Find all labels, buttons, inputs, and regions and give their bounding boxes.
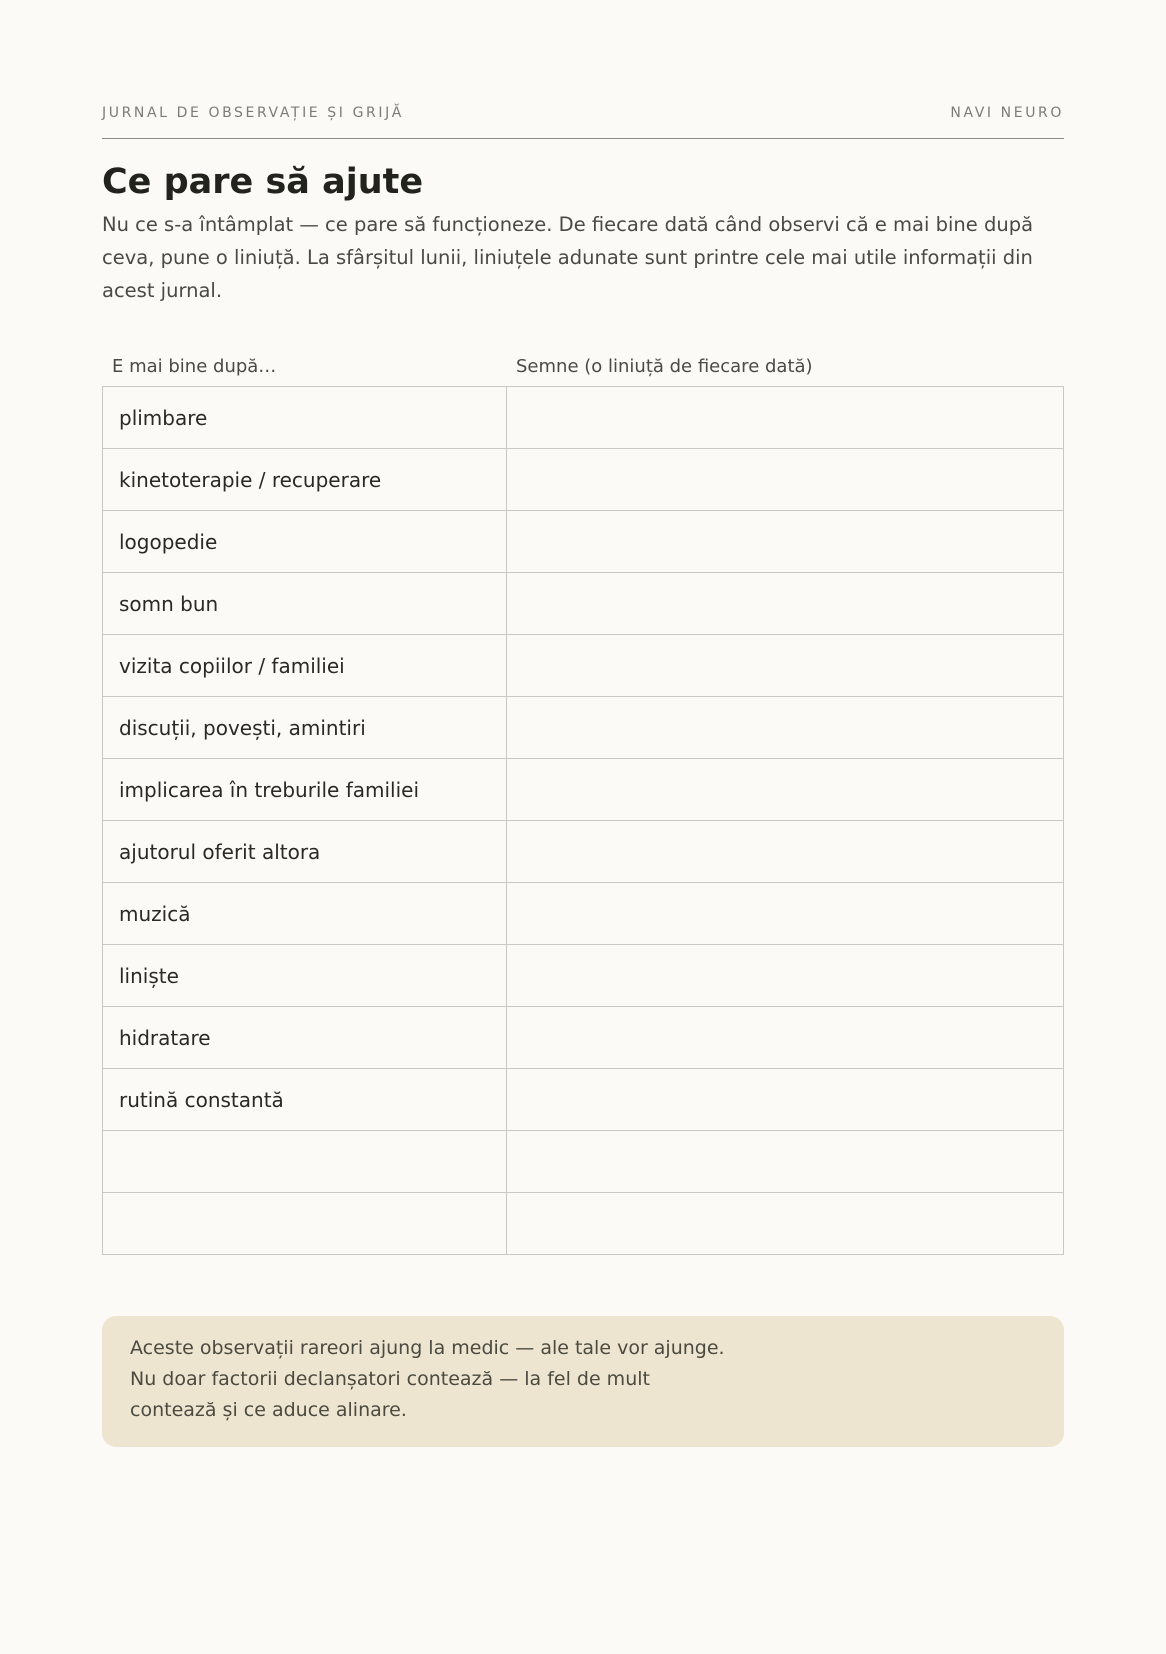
blank-activity-cell[interactable] xyxy=(103,1131,507,1193)
activity-label: hidratare xyxy=(103,1007,507,1069)
activity-label: liniște xyxy=(103,945,507,1007)
tally-cell[interactable] xyxy=(507,883,1064,945)
tally-cell[interactable] xyxy=(507,759,1064,821)
activity-label: vizita copiilor / familiei xyxy=(103,635,507,697)
note-line: Aceste observații rareori ajung la medic — ale tale vor ajunge. xyxy=(130,1337,725,1359)
journal-title-header: JURNAL DE OBSERVAȚIE ȘI GRIJĂ xyxy=(102,105,404,121)
tally-cell[interactable] xyxy=(507,945,1064,1007)
table-row xyxy=(103,573,1064,635)
table-row xyxy=(103,511,1064,573)
activity-label: muzică xyxy=(103,883,507,945)
tally-cell[interactable] xyxy=(507,1193,1064,1255)
tally-cell[interactable] xyxy=(507,821,1064,883)
note-line: Nu doar factorii declanșatori contează — la fel de mult xyxy=(130,1368,650,1390)
table-row xyxy=(103,883,1064,945)
tally-cell[interactable] xyxy=(507,387,1064,449)
tally-cell[interactable] xyxy=(507,1069,1064,1131)
table-row xyxy=(103,635,1064,697)
activity-label: rutină constantă xyxy=(103,1069,507,1131)
table-row xyxy=(103,449,1064,511)
activity-label: logopedie xyxy=(103,511,507,573)
page-title: Ce pare să ajute xyxy=(102,162,424,202)
table-row xyxy=(103,1131,1064,1193)
note-box xyxy=(102,1316,1064,1447)
running-header xyxy=(102,104,1064,139)
tally-cell[interactable] xyxy=(507,1131,1064,1193)
tally-cell[interactable] xyxy=(507,635,1064,697)
activity-label: plimbare xyxy=(103,387,507,449)
table-row xyxy=(103,759,1064,821)
tally-cell[interactable] xyxy=(507,449,1064,511)
tracker-table xyxy=(102,386,1064,1255)
column-header-tally-marks: Semne (o liniuță de fiecare dată) xyxy=(516,356,813,377)
column-header-better-after: E mai bine după… xyxy=(112,356,277,377)
table-row xyxy=(103,821,1064,883)
tally-cell[interactable] xyxy=(507,1007,1064,1069)
activity-label: ajutorul oferit altora xyxy=(103,821,507,883)
intro-text: Nu ce s-a întâmplat — ce pare să funcționeze. De fiecare dată când observi că e mai bine după ceva, pune o liniuță. La sfârșitul lunii, liniuțele adunate sunt printre cele mai utile informații din acest jurnal. xyxy=(102,213,1034,302)
table-row xyxy=(103,697,1064,759)
brand-name: NAVI NEURO xyxy=(950,105,1064,121)
table-row xyxy=(103,1193,1064,1255)
tally-cell[interactable] xyxy=(507,697,1064,759)
table-row xyxy=(103,387,1064,449)
tally-cell[interactable] xyxy=(507,511,1064,573)
tally-cell[interactable] xyxy=(507,573,1064,635)
activity-label: implicarea în treburile familiei xyxy=(103,759,507,821)
table-row xyxy=(103,1007,1064,1069)
blank-activity-cell[interactable] xyxy=(103,1193,507,1255)
activity-label: somn bun xyxy=(103,573,507,635)
table-row xyxy=(103,1069,1064,1131)
activity-label: discuții, povești, amintiri xyxy=(103,697,507,759)
table-column-headers xyxy=(102,355,1064,385)
note-line: contează și ce aduce alinare. xyxy=(130,1399,407,1421)
activity-label: kinetoterapie / recuperare xyxy=(103,449,507,511)
table-row xyxy=(103,945,1064,1007)
